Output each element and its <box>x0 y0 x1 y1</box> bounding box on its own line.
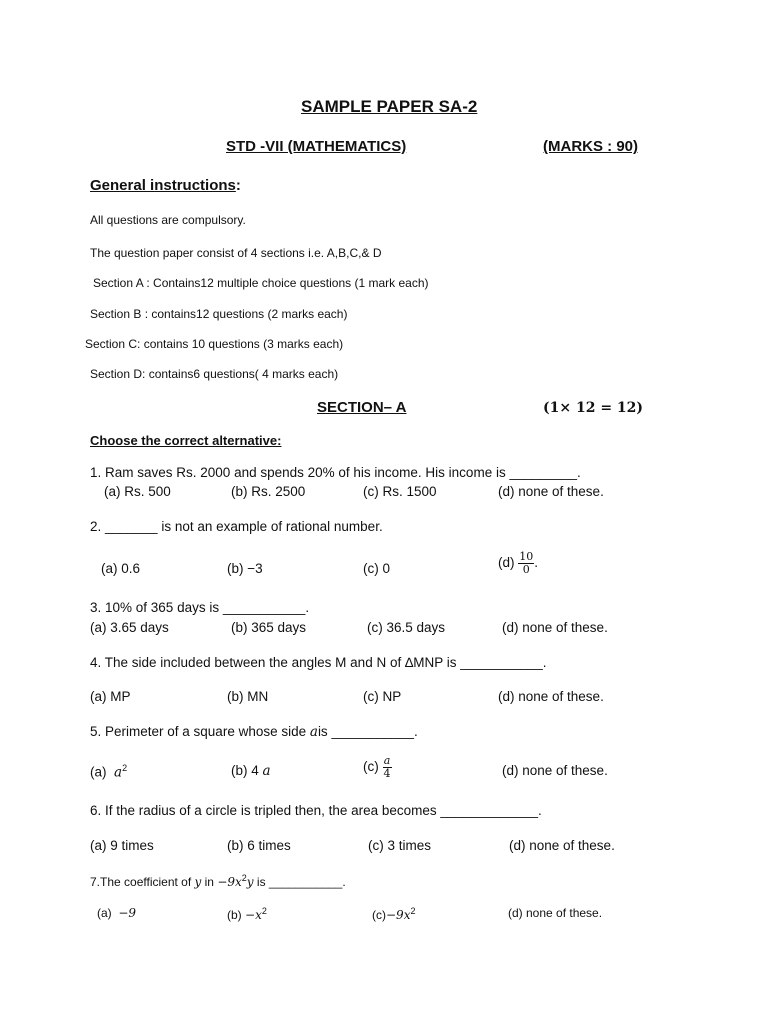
question-7-expression: −9x <box>217 875 242 889</box>
question-7-option-c-expr: −9x <box>386 908 411 922</box>
question-5-option-b <box>231 763 271 779</box>
question-2-option-d-label: (d) <box>498 555 515 571</box>
marks-heading: (MARKS : 90) <box>543 138 639 155</box>
question-7-option-b-exponent: 2 <box>261 906 267 916</box>
general-instructions-title: General instructions <box>90 177 236 194</box>
question-7-stem-start: 7.The coefficient of <box>90 875 195 889</box>
fraction-denominator: 0 <box>522 563 530 576</box>
question-6-option-b: (b) 6 times <box>227 838 291 853</box>
question-4-option-d: (d) none of these. <box>498 689 604 704</box>
instruction-line: Section B : contains12 questions (2 marks each) <box>90 307 348 321</box>
question-7-option-d: (d) none of these. <box>508 906 603 920</box>
question-3-option-c: (c) 36.5 days <box>367 620 446 635</box>
question-3-stem: 3. 10% of 365 days is ___________. <box>90 600 310 615</box>
question-7-option-c-label: (c) <box>372 908 386 922</box>
question-6-option-d: (d) none of these. <box>509 838 615 853</box>
question-5-fraction <box>383 755 392 780</box>
subject-heading: STD -VII (MATHEMATICS) <box>226 138 407 155</box>
question-4-option-c: (c) NP <box>363 689 402 704</box>
question-5-stem-start: 5. Perimeter of a square whose side <box>90 724 310 739</box>
question-7-stem-mid: in <box>201 875 218 889</box>
instruction-line: Section C: contains 10 questions (3 marks each) <box>85 337 344 351</box>
question-5-option-d: (d) none of these. <box>502 763 608 778</box>
fraction-denominator: 4 <box>383 767 391 780</box>
question-7-option-a-expr: −9 <box>118 906 137 920</box>
instruction-line: Section D: contains6 questions( 4 marks each) <box>90 367 339 381</box>
question-7-exponent: 2 <box>241 873 247 883</box>
question-4-stem: 4. The side included between the angles M and N of ∆MNP is ___________. <box>90 655 547 670</box>
question-7-option-a-label: (a) <box>97 906 112 920</box>
question-7-variable: y <box>194 875 202 889</box>
question-4-option-a: (a) MP <box>90 689 131 704</box>
general-instructions-heading <box>90 177 241 194</box>
general-instructions-colon: : <box>235 177 241 194</box>
question-6-stem: 6. If the radius of a circle is tripled then, the area becomes _____________. <box>90 803 542 818</box>
question-7-expression-tail: y <box>246 875 254 889</box>
question-2-fraction <box>518 551 534 576</box>
question-3-option-b: (b) 365 days <box>231 620 307 635</box>
question-5-option-c-label: (c) <box>363 759 379 775</box>
question-4-option-b: (b) MN <box>227 689 269 704</box>
question-1-option-c: (c) Rs. 1500 <box>363 484 437 499</box>
question-7-stem-end: is ___________. <box>253 875 346 889</box>
fraction-numerator: a <box>383 754 391 767</box>
question-1-option-d: (d) none of these. <box>498 484 604 499</box>
question-7-option-a <box>97 906 136 920</box>
instruction-line: Section A : Contains12 multiple choice questions (1 mark each) <box>93 276 429 290</box>
paper-title: SAMPLE PAPER SA-2 <box>301 97 478 116</box>
section-a-heading: SECTION– A <box>317 399 407 416</box>
question-5-stem <box>90 724 418 740</box>
question-2-option-a: (a) 0.6 <box>101 561 141 576</box>
question-7-option-b-expr: −x <box>245 908 262 922</box>
question-5-stem-end: is ___________. <box>317 724 418 739</box>
question-5-option-b-variable: a <box>262 763 271 779</box>
question-7-option-b <box>227 906 267 922</box>
question-5-option-c <box>363 755 392 780</box>
question-7-option-b-label: (b) <box>227 908 242 922</box>
question-5-option-b-label: (b) 4 <box>231 763 259 778</box>
section-a-marks: (1× 12 = 12) <box>543 400 644 416</box>
question-2-option-d <box>498 551 538 576</box>
fraction-tail: . <box>534 555 539 571</box>
question-3-option-a: (a) 3.65 days <box>90 620 169 635</box>
question-7-stem <box>90 873 346 889</box>
question-2-option-c: (c) 0 <box>363 561 390 576</box>
question-5-variable: a <box>309 724 318 740</box>
fraction-numerator: 10 <box>519 550 534 563</box>
question-1-option-b: (b) Rs. 2500 <box>231 484 306 499</box>
question-5-option-a-base: a <box>114 764 123 781</box>
question-2-option-b: (b) −3 <box>227 561 263 576</box>
question-6-option-a: (a) 9 times <box>90 838 154 853</box>
question-5-option-a-label: (a) <box>90 764 107 780</box>
question-6-option-c: (c) 3 times <box>368 838 432 853</box>
instruction-line: The question paper consist of 4 sections i.e. A,B,C,& D <box>90 246 382 260</box>
question-1-option-a: (a) Rs. 500 <box>104 484 171 499</box>
question-5-option-a <box>90 763 127 781</box>
question-2-stem: 2. _______ is not an example of rational number. <box>90 519 383 534</box>
question-5-option-a-exponent: 2 <box>122 763 128 773</box>
question-7-option-c-exponent: 2 <box>410 906 416 916</box>
question-7-option-c <box>372 906 415 922</box>
instruction-line: All questions are compulsory. <box>90 213 246 227</box>
question-3-option-d: (d) none of these. <box>502 620 608 635</box>
section-instruction: Choose the correct alternative: <box>90 433 282 448</box>
question-1-stem: 1. Ram saves Rs. 2000 and spends 20% of his income. His income is _________. <box>90 465 581 480</box>
